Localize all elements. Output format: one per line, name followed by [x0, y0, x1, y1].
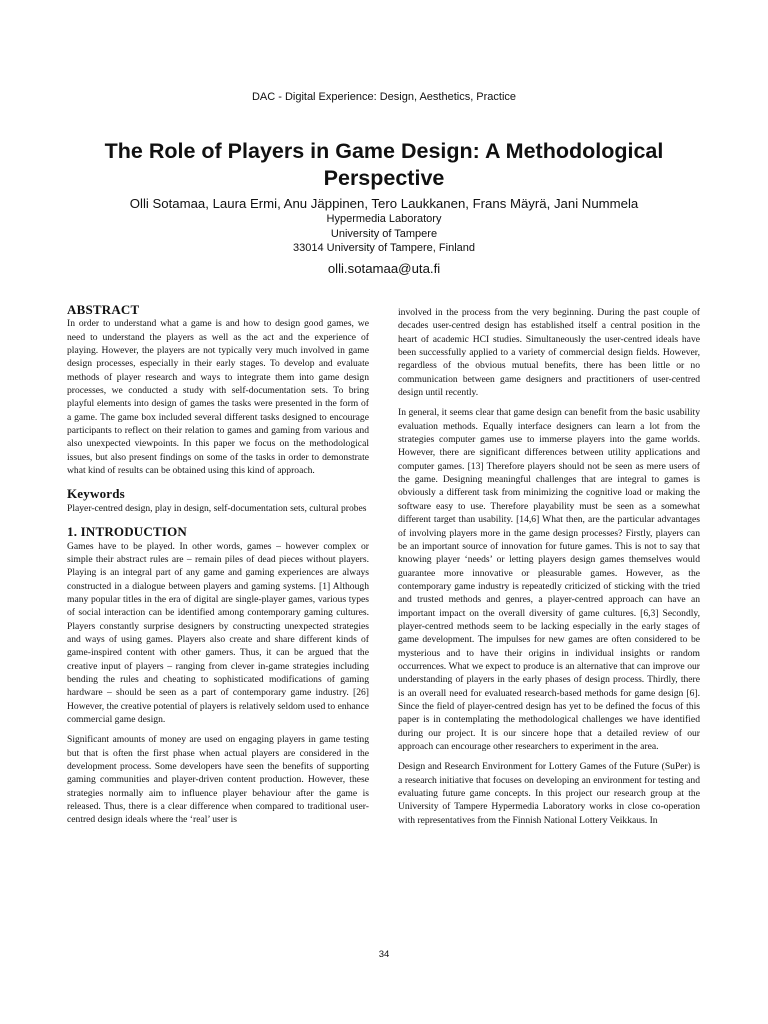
conference-header: DAC - Digital Experience: Design, Aesthetics, Practice [251, 91, 517, 103]
introduction-heading: 1. INTRODUCTION [67, 524, 188, 540]
paper-title: The Role of Players in Game Design: A Methodological Perspective [104, 139, 664, 190]
keywords-text: Player-centred design, play in design, self-documentation sets, cultural probes [67, 502, 367, 514]
abstract-heading: ABSTRACT [67, 302, 140, 317]
right-column [398, 306, 700, 834]
body-paragraph: In general, it seems clear that game design can benefit from the basic usability evaluation methods. Equally interface designers can learn a lot from the strategies computer games use to immerse players into the game worlds. However, there are significant differences between utility applications and computer games. [13] Therefore players should not be seen as mere users of the game. Designing meaningful challenges that are integral to games is obviously a different task from minimizing the cognitive load or making the software easy to use. Therefore playability must be seen as a somewhat different target than usability. [14,6] What then, are the particular advantages of involving players more in the game design processes? Firstly, players can be an important source of innovation for future games. This is not to say that knowing player ‘needs’ or letting players design games themselves would guarantee more innovative or pleasurable games. However, as the contemporary game industry is repeatedly criticized of sticking with the tried and trusted methods and genres, a player-centred approach can have an important impact on the overall diversity of game cultures. [6,3] Secondly, player-centred methods seem to be lacking especially in the early stages of game development. The impulses for new games are often considered to be mysterious and to have their origins in individual insights or random occurrences. What we expect to produce is an alternative that can improve our understanding of players in the early phases of design process. Thirdly, there is an overall need for evaluated research-based methods for game design [6]. Since the field of player-centred design has yet to be defined the focus of this paper is in contemplating the methodological challenges we have identified during our project. It is our sincere hope that a detailed review of our approach can encourage other researchers to experiment in the area. [398, 407, 700, 752]
affiliation-line: Hypermedia Laboratory [326, 213, 442, 225]
body-paragraph: involved in the process from the very beginning. During the past couple of decades user-centred design has established itself a central position in the heart of academic HCI studies. Simultaneously the user-centred ideals have been successfully applied to a variety of commercial design fields. However, regardless of the obvious mutual benefits, there has been little or no communication between game designers and practitioners of user-centred design until recently. [398, 307, 700, 399]
introduction-paragraph: Games have to be played. In other words, games – however complex or simple their abstract rules are – remain piles of dead pieces without players. Playing is an integral part of any game and gaming experiences are always constructed in a dialogue between players and gaming systems. [1] Although many popular titles in the era of digital are single-player games, various types of social interaction can be identified among contemporary gaming cultures. Players constantly surprise designers by constructing unexpected strategies and ways of using games. Players also create and share different kinds of game-inspired content with other gamers. Thus, it can be argued that the creative input of players – ranging from clever in-game strategies including bending the rules and cheating to sophisticated modifications of gaming hardware – should be seen as a part of contemporary game industry. [26] However, the creative potential of players is relatively seldom used to enhance commercial game design. [67, 540, 369, 725]
introduction-paragraph: Significant amounts of money are used on engaging players in game testing but that is often the first phase when actual players are considered in the development process. Some developers have seen the benefits of supporting gaming communities and player-driven content production. However, these strategies normally aim to influence player behaviour after the game is released. Thus, there is a clear difference when compared to traditional user-centred design ideals where the ‘real’ user is [67, 734, 369, 826]
affiliation-line: University of Tampere [330, 227, 438, 240]
body-paragraph: Design and Research Environment for Lottery Games of the Future (SuPer) is a research initiative that focuses on developing an environment for testing and evaluating future game concepts. In this project our research group at the University of Tampere Hypermedia Laboratory works in close co-operation with representatives from the Finnish National Lottery Veikkaus. In [398, 761, 700, 826]
affiliation-line: 33014 University of Tampere, Finland [292, 242, 475, 254]
author-email: olli.sotamaa@uta.fi [327, 261, 441, 276]
left-column [67, 303, 369, 834]
page-number: 34 [378, 949, 390, 960]
keywords-heading: Keywords [67, 486, 125, 502]
paper-authors: Olli Sotamaa, Laura Ermi, Anu Jäppinen, Tero Laukkanen, Frans Mäyrä, Jani Nummela [129, 196, 639, 211]
abstract-text: In order to understand what a game is and how to design good games, we need to understand the players as well as the act and the experience of playing. However, the players are not typically very much involved in game design processes, especially in their early stages. To develop and evaluate methods of player research and ways to integrate them into game design processes, we conducted a study with self-documentation sets. To bring playful elements into design of games the tasks were presented in the form of a game. The game box included several different tasks designed to encourage participants to reflect on their relation to games and gaming from various and also unexpected viewpoints. In this paper we focus on the methodological issues, but also present findings on some of the tasks in order to demonstrate what kind of results can be obtained using this kind of approach. [67, 318, 369, 477]
affiliation [0, 212, 768, 256]
